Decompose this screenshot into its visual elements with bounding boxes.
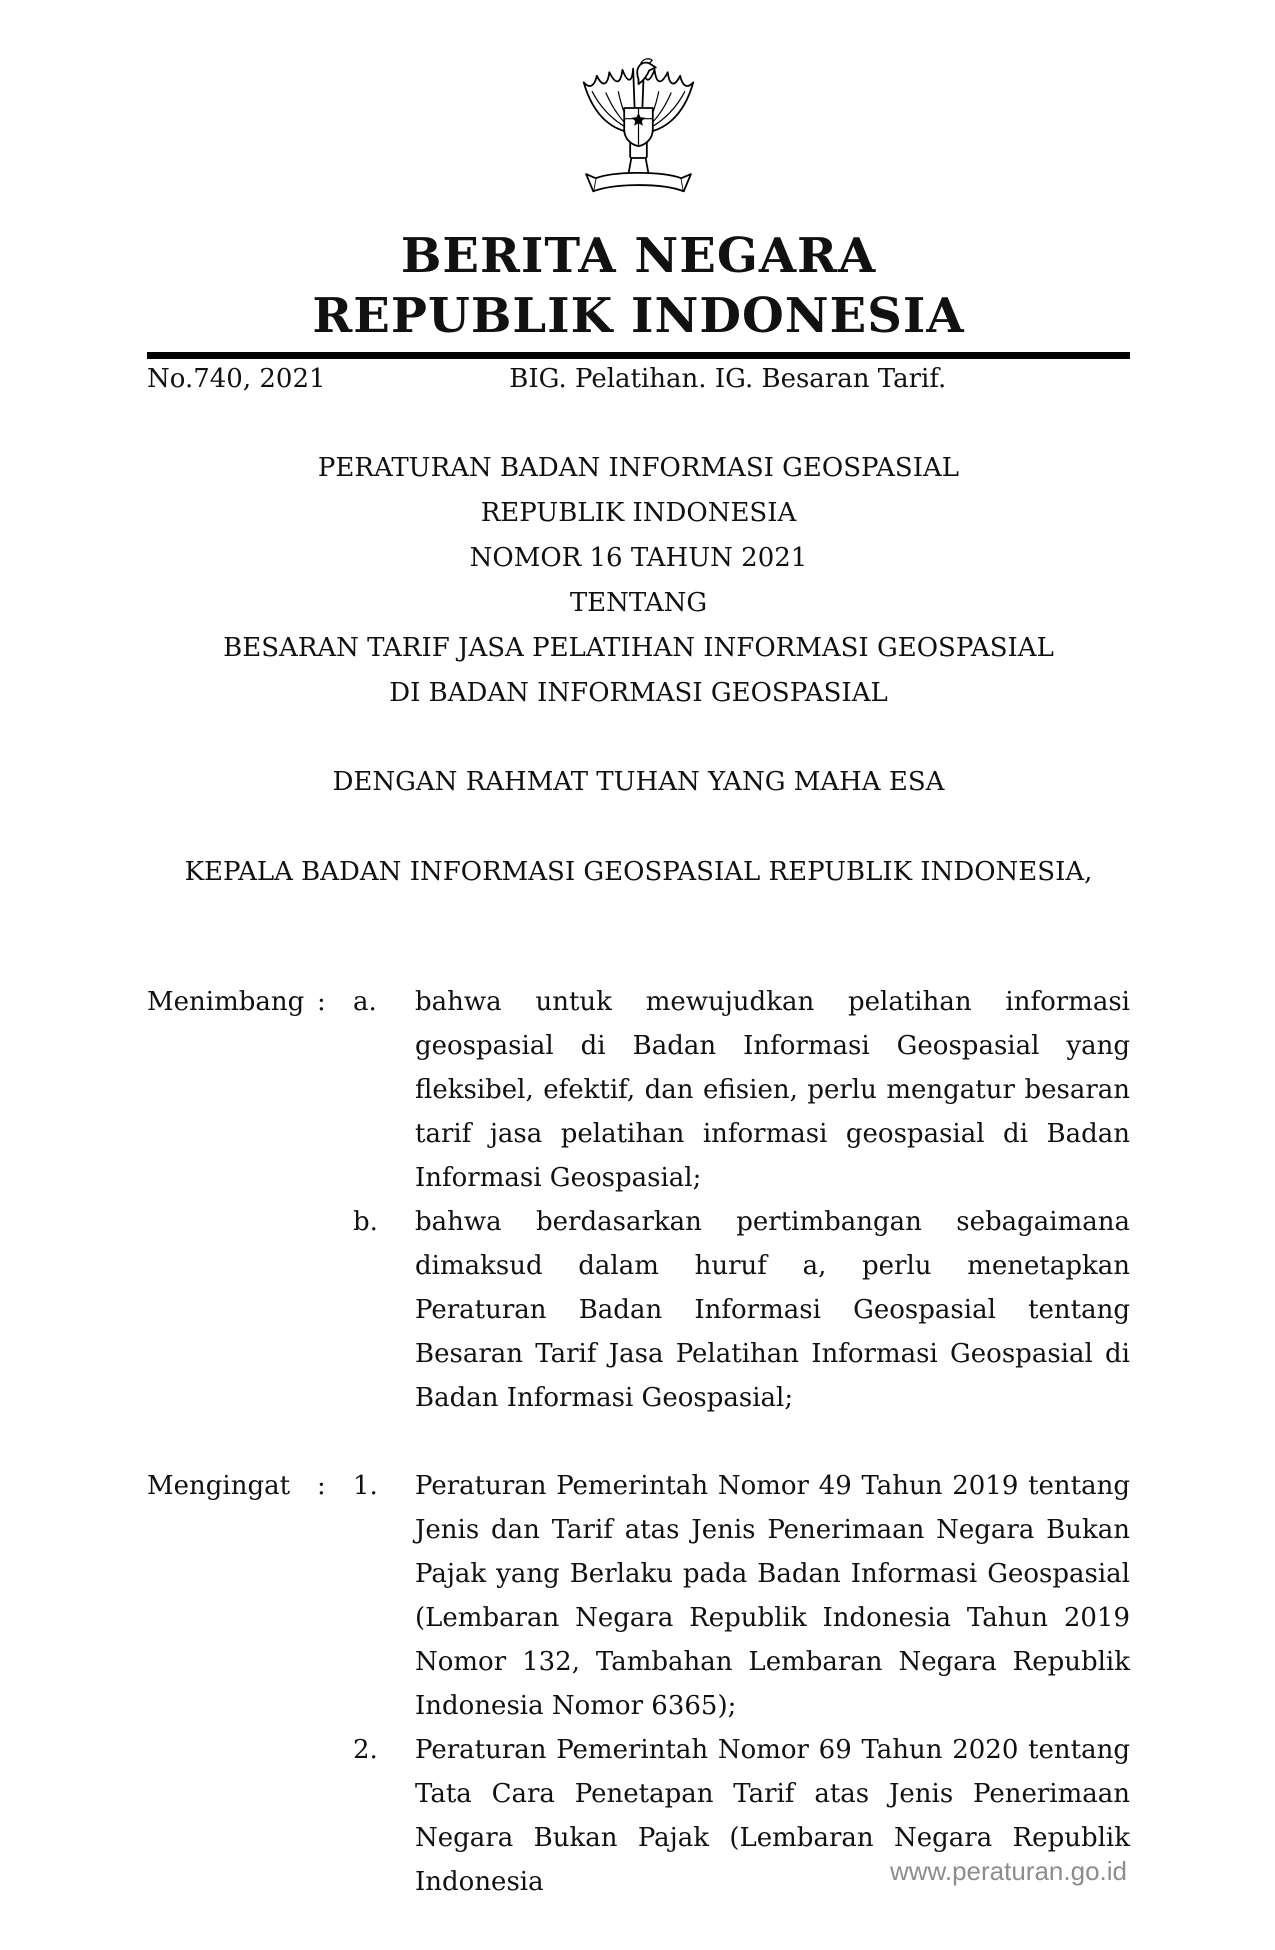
garuda-pancasila-emblem — [573, 54, 704, 206]
list-item-marker: 2. — [353, 1735, 378, 1765]
spacer — [147, 1728, 317, 1904]
spacer — [317, 1728, 353, 1904]
regulation-title — [147, 446, 1130, 716]
list-item-marker: b. — [353, 1207, 378, 1237]
list-item-text: bahwa berdasarkan pertimbangan sebagaimana dimaksud dalam huruf a, perlu menetapkan Peraturan Badan Informasi Geospasial tentang Besaran Tarif Jasa Pelatihan Informasi Geospasial di Badan Informasi Geospasial; — [415, 1207, 1130, 1413]
page-content — [147, 0, 1130, 1904]
mengingat-section — [147, 1464, 1130, 1904]
gazette-title-line2: REPUBLIK INDONESIA — [312, 288, 965, 344]
menimbang-section — [147, 980, 1130, 1420]
emblem-container — [147, 54, 1130, 208]
list-item-text: bahwa untuk mewujudkan pelatihan informasi geospasial di Badan Informasi Geospasial yang fleksibel, efektif, dan efisien, perlu mengatur besaran tarif jasa pelatihan informasi geospasial di Badan Informasi Geospasial; — [415, 987, 1130, 1193]
section-label: Menimbang — [147, 987, 305, 1017]
spacer — [147, 1200, 317, 1420]
footer-url: www.peraturan.go.id — [889, 1856, 1127, 1886]
title-line-1: PERATURAN BADAN INFORMASI GEOSPASIAL — [317, 453, 960, 483]
list-item-marker: a. — [353, 987, 377, 1017]
spacer — [317, 1200, 353, 1420]
masthead — [147, 226, 1130, 346]
issue-line — [147, 364, 1130, 394]
section-colon: : — [317, 987, 326, 1017]
list-item-text: Peraturan Pemerintah Nomor 69 Tahun 2020 tentang Tata Cara Penetapan Tarif atas Jenis Penerimaan Negara Bukan Pajak (Lembaran Negara Republik Indonesia — [415, 1735, 1130, 1897]
title-line-3: NOMOR 16 TAHUN 2021 — [469, 543, 808, 573]
title-line-6: DI BADAN INFORMASI GEOSPASIAL — [389, 678, 888, 708]
section-label: Mengingat — [147, 1471, 291, 1501]
enacting-official-line: KEPALA BADAN INFORMASI GEOSPASIAL REPUBLIK INDONESIA, — [184, 857, 1093, 887]
masthead-rule — [147, 352, 1130, 359]
title-line-5: BESARAN TARIF JASA PELATIHAN INFORMASI GEOSPASIAL — [223, 633, 1054, 663]
issue-subject: BIG. Pelatihan. IG. Besaran Tarif. — [509, 364, 947, 394]
gazette-title-line1: BERITA NEGARA — [400, 228, 877, 284]
title-line-4: TENTANG — [569, 588, 708, 618]
list-item-marker: 1. — [353, 1471, 378, 1501]
issue-number: No.740, 2021 — [147, 364, 326, 394]
section-colon: : — [317, 1471, 326, 1501]
title-line-2: REPUBLIK INDONESIA — [480, 498, 797, 528]
invocation-line: DENGAN RAHMAT TUHAN YANG MAHA ESA — [332, 767, 945, 797]
list-item-text: Peraturan Pemerintah Nomor 49 Tahun 2019 tentang Jenis dan Tarif atas Jenis Penerimaan Negara Bukan Pajak yang Berlaku pada Badan Informasi Geospasial (Lembaran Negara Republik Indonesia Tahun 2019 Nomor 132, Tambahan Lembaran Negara Republik Indonesia Nomor 6365); — [415, 1471, 1130, 1721]
